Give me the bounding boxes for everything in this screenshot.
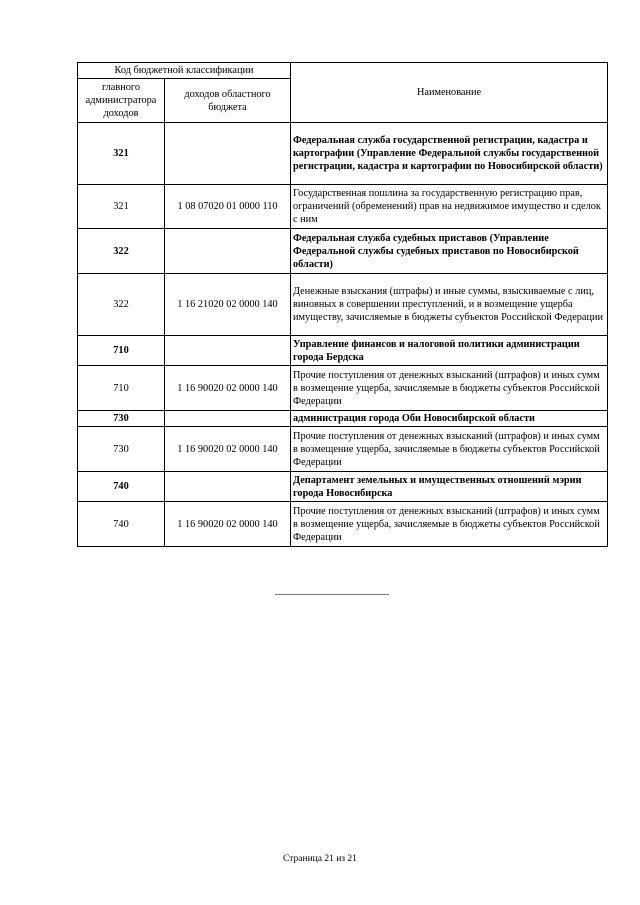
admin-header: главного администратора доходов (78, 79, 165, 123)
income-code-cell: 1 16 21020 02 0000 140 (165, 274, 291, 336)
table-row-administrator (78, 229, 608, 274)
name-cell: администрация города Оби Новосибирской области (291, 411, 608, 427)
name-cell: Прочие поступления от денежных взысканий (штрафов) и иных сумм в возмещение ущерба, зачисляемые в бюджеты субъектов Российской Федерации (291, 502, 608, 547)
income-code-cell (165, 472, 291, 502)
table-row-income (78, 274, 608, 336)
admin-code-cell: 710 (78, 336, 165, 366)
admin-code-cell: 321 (78, 185, 165, 229)
income-code-cell (165, 229, 291, 274)
budget-classification-table (77, 62, 608, 547)
admin-code-cell: 322 (78, 229, 165, 274)
admin-code-cell: 730 (78, 411, 165, 427)
table-row-administrator (78, 336, 608, 366)
admin-code-cell: 322 (78, 274, 165, 336)
income-code-cell: 1 16 90020 02 0000 140 (165, 427, 291, 472)
name-cell: Департамент земельных и имущественных отношений мэрии города Новосибирска (291, 472, 608, 502)
name-cell: Государственная пошлина за государственную регистрацию прав, ограничений (обременений) прав на недвижимое имущество и сделок с ним (291, 185, 608, 229)
name-cell: Прочие поступления от денежных взысканий (штрафов) и иных сумм в возмещение ущерба, зачисляемые в бюджеты субъектов Российской Федерации (291, 427, 608, 472)
kbk-header: Код бюджетной классификации (78, 63, 291, 79)
name-cell: Прочие поступления от денежных взысканий (штрафов) и иных сумм в возмещение ущерба, зачисляемые в бюджеты субъектов Российской Федерации (291, 366, 608, 411)
income-code-cell: 1 16 90020 02 0000 140 (165, 502, 291, 547)
admin-code-cell: 321 (78, 123, 165, 185)
income-code-cell: 1 08 07020 01 0000 110 (165, 185, 291, 229)
income-code-cell (165, 123, 291, 185)
table-row-administrator (78, 123, 608, 185)
admin-code-cell: 740 (78, 472, 165, 502)
income-header: доходов областного бюджета (165, 79, 291, 123)
table-row-administrator (78, 411, 608, 427)
name-header: Наименование (291, 63, 608, 123)
table-row-income (78, 427, 608, 472)
table-row-income (78, 185, 608, 229)
table-body (78, 123, 608, 547)
table-row-administrator (78, 472, 608, 502)
name-cell: Федеральная служба государственной регистрации, кадастра и картографии (Управление Федеральной службы государственной регистрации, кадастра и картографии по Новосибирской области) (291, 123, 608, 185)
name-cell: Федеральная служба судебных приставов (Управление Федеральной службы судебных приставов по Новосибирской области) (291, 229, 608, 274)
table-row-income (78, 502, 608, 547)
page-number: Страница 21 из 21 (283, 854, 357, 864)
footnote-separator (275, 594, 389, 595)
income-code-cell (165, 411, 291, 427)
name-cell: Денежные взыскания (штрафы) и иные суммы, взыскиваемые с лиц, виновных в совершении преступлений, и в возмещение ущерба имуществу, зачисляемые в бюджеты субъектов Российской Федерации (291, 274, 608, 336)
admin-code-cell: 710 (78, 366, 165, 411)
admin-code-cell: 740 (78, 502, 165, 547)
table-row-income (78, 366, 608, 411)
admin-code-cell: 730 (78, 427, 165, 472)
income-code-cell: 1 16 90020 02 0000 140 (165, 366, 291, 411)
income-code-cell (165, 336, 291, 366)
name-cell: Управление финансов и налоговой политики администрации города Бердска (291, 336, 608, 366)
